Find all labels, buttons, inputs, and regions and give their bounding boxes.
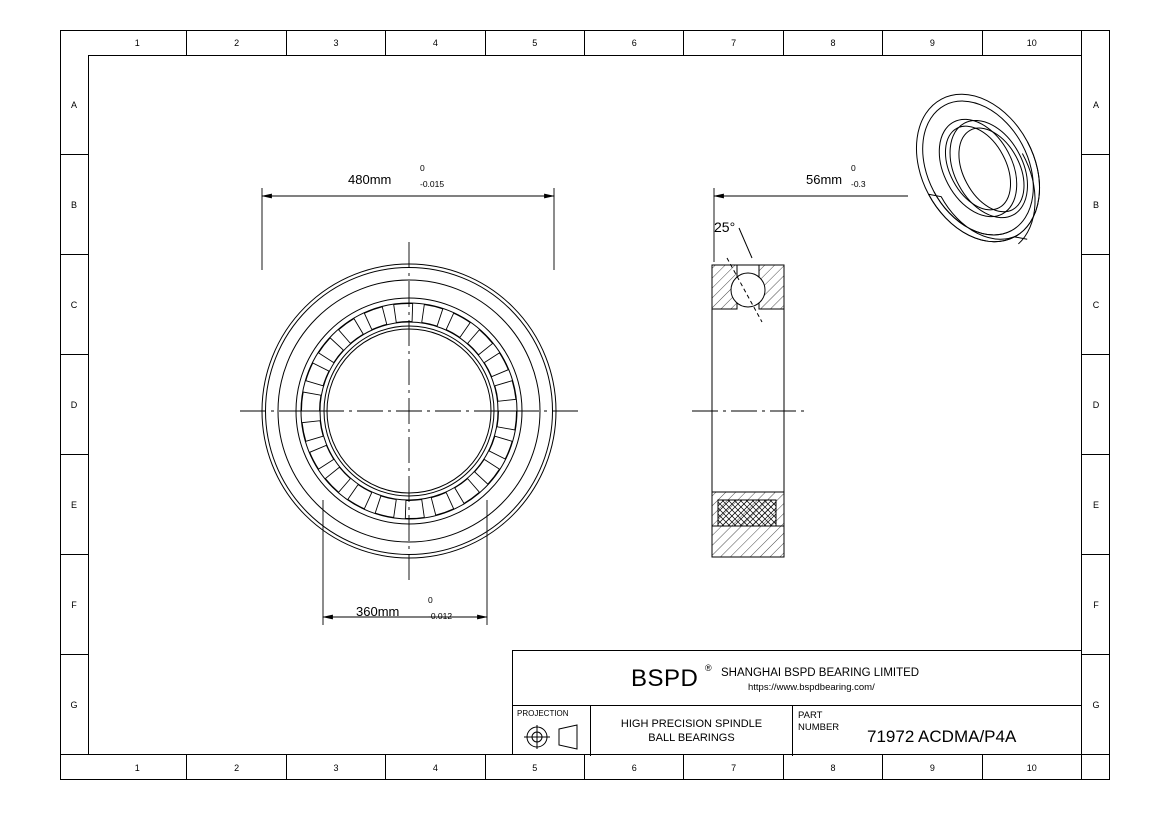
brand-name: BSPD	[631, 665, 699, 692]
company-website: https://www.bspdbearing.com/	[748, 682, 875, 693]
zone-marker-row-B: B	[1082, 155, 1110, 255]
zone-marker-column-4: 4	[386, 30, 485, 55]
part-number-value: 71972 ACDMA/P4A	[867, 727, 1017, 746]
dimension-outer-diameter-tol-lower: -0.015	[420, 179, 445, 189]
zone-marker-row-G: G	[1082, 655, 1110, 755]
zone-marker-column-9: 9	[883, 755, 982, 780]
zone-marker-column-7: 7	[684, 30, 783, 55]
zone-marker-column-2: 2	[187, 755, 286, 780]
title-block-header	[513, 651, 1081, 706]
product-line-cell	[591, 706, 793, 756]
zone-marker-row-D: D	[60, 355, 88, 455]
zone-marker-column-9: 9	[883, 30, 982, 55]
dimension-width-value: 56mm	[806, 172, 843, 187]
dimension-inner-diameter-value: 360mm	[356, 604, 400, 619]
title-block	[512, 650, 1082, 755]
zone-marker-column-1: 1	[88, 755, 187, 780]
zone-marker-column-10: 10	[983, 755, 1082, 780]
zone-marker-row-G: G	[60, 655, 88, 755]
zone-marker-column-6: 6	[585, 30, 684, 55]
registered-trademark-icon: ®	[705, 663, 712, 673]
zone-marker-column-7: 7	[684, 755, 783, 780]
part-caption-1: PART	[798, 710, 823, 721]
title-block-body	[513, 706, 1081, 756]
zone-marker-column-5: 5	[486, 755, 585, 780]
product-line-1: HIGH PRECISION SPINDLE	[620, 718, 763, 730]
projection-cell	[513, 706, 591, 756]
zone-marker-column-8: 8	[784, 30, 883, 55]
dimension-width-tol-lower: -0.3	[851, 179, 866, 189]
zone-marker-row-B: B	[60, 155, 88, 255]
company-name: SHANGHAI BSPD BEARING LIMITED	[721, 667, 920, 679]
dimension-inner-diameter-tol-upper: 0	[428, 595, 433, 605]
projection-caption: PROJECTION	[517, 709, 569, 718]
zone-marker-row-C: C	[1082, 255, 1110, 355]
zone-marker-row-D: D	[1082, 355, 1110, 455]
zone-marker-column-10: 10	[983, 30, 1082, 55]
zone-marker-row-A: A	[60, 55, 88, 155]
zone-marker-column-2: 2	[187, 30, 286, 55]
zone-marker-row-F: F	[60, 555, 88, 655]
dimension-width-tol-upper: 0	[851, 163, 856, 173]
dimension-outer-diameter-value: 480mm	[348, 172, 392, 187]
part-caption-2: NUMBER	[798, 722, 840, 733]
zone-marker-column-1: 1	[88, 30, 187, 55]
zone-marker-column-3: 3	[287, 755, 386, 780]
zone-marker-column-4: 4	[386, 755, 485, 780]
dimension-inner-diameter-tol-lower: -0.012	[428, 611, 453, 621]
product-line-2: BALL BEARINGS	[648, 732, 735, 744]
part-number-cell	[793, 706, 1083, 756]
zone-marker-row-C: C	[60, 255, 88, 355]
dimension-outer-diameter-tol-upper: 0	[420, 163, 425, 173]
zone-marker-column-5: 5	[486, 30, 585, 55]
first-angle-projection-icon	[513, 724, 591, 754]
zone-marker-row-E: E	[1082, 455, 1110, 555]
zone-marker-column-6: 6	[585, 755, 684, 780]
zone-marker-row-F: F	[1082, 555, 1110, 655]
contact-angle-label: 25°	[714, 219, 736, 235]
zone-marker-column-8: 8	[784, 755, 883, 780]
zone-marker-row-E: E	[60, 455, 88, 555]
zone-marker-column-3: 3	[287, 30, 386, 55]
zone-marker-row-A: A	[1082, 55, 1110, 155]
